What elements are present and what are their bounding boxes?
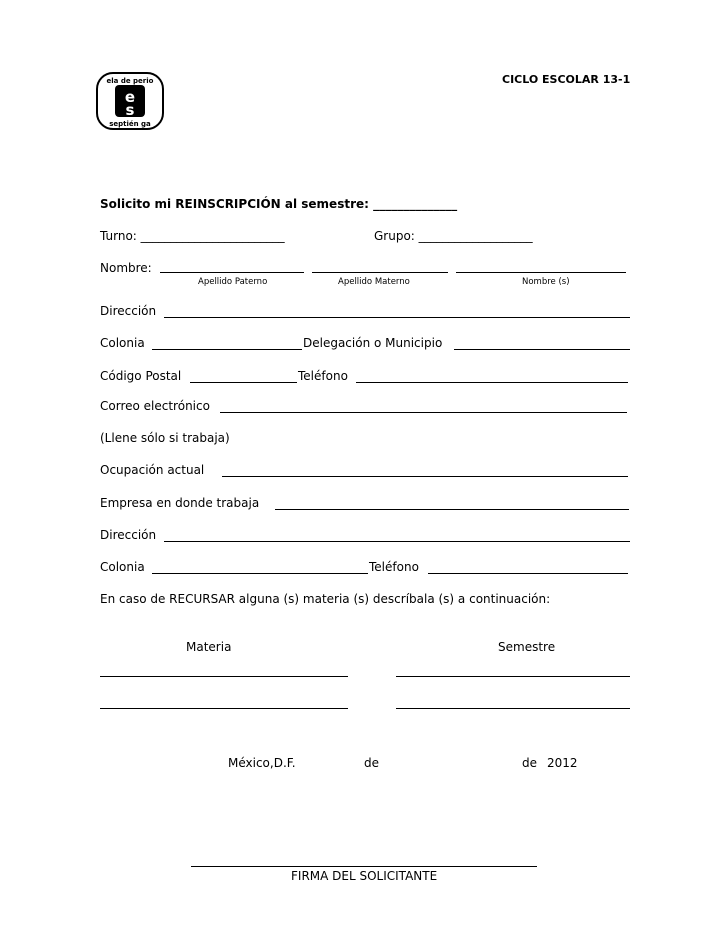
materia-header: Materia: [186, 640, 232, 654]
lugar-label: México,D.F.: [228, 756, 296, 770]
direccion-empresa-label: Dirección: [100, 528, 157, 542]
svg-text:e: e: [124, 88, 136, 106]
direccion-label: Dirección: [100, 304, 157, 318]
nombre-label: Nombre:: [100, 261, 152, 275]
llene-nota: (Llene sólo si trabaja): [100, 431, 230, 445]
apellido-materno-label: Apellido Materno: [338, 277, 410, 287]
colonia-label: Colonia: [100, 336, 145, 350]
colonia-empresa-label: Colonia: [100, 560, 145, 574]
school-logo: [96, 72, 164, 130]
delegacion-label: Delegación o Municipio: [303, 336, 443, 350]
direccion-empresa-line[interactable]: [164, 541, 630, 542]
telefono-line[interactable]: [356, 382, 628, 383]
solicito-reinscripcion: Solicito mi REINSCRIPCIÓN al semestre: ______________: [100, 197, 458, 211]
svg-text:septién ga: septién ga: [109, 120, 151, 128]
firma-line[interactable]: [191, 866, 537, 867]
correo-line[interactable]: [220, 412, 627, 413]
delegacion-line[interactable]: [454, 349, 630, 350]
semestre-line-1[interactable]: [396, 676, 630, 677]
anio-label: 2012: [547, 756, 578, 770]
colonia-line[interactable]: [152, 349, 302, 350]
nombres-line[interactable]: [456, 272, 626, 273]
ocupacion-label: Ocupación actual: [100, 463, 205, 477]
semestre-line-2[interactable]: [396, 708, 630, 709]
apellido-paterno-label: Apellido Paterno: [198, 277, 268, 287]
telefono-label: Teléfono: [298, 369, 348, 383]
de-label-1: de: [364, 756, 379, 770]
de-label-2: de: [522, 756, 537, 770]
ocupacion-line[interactable]: [222, 476, 628, 477]
svg-text:ela de perio: ela de perio: [106, 77, 154, 85]
colonia-empresa-line[interactable]: [152, 573, 368, 574]
codigo-postal-line[interactable]: [190, 382, 297, 383]
materia-line-2[interactable]: [100, 708, 348, 709]
nombres-label: Nombre (s): [522, 277, 570, 287]
empresa-label: Empresa en donde trabaja: [100, 496, 260, 510]
semestre-header: Semestre: [498, 640, 556, 654]
empresa-line[interactable]: [275, 509, 629, 510]
correo-label: Correo electrónico: [100, 399, 210, 413]
telefono-empresa-label: Teléfono: [369, 560, 419, 574]
ciclo-escolar: CICLO ESCOLAR 13-1: [502, 73, 631, 86]
turno-field[interactable]: Turno: ________________________: [100, 229, 285, 243]
direccion-line[interactable]: [164, 317, 630, 318]
apellido-paterno-line[interactable]: [160, 272, 304, 273]
telefono-empresa-line[interactable]: [428, 573, 628, 574]
materia-line-1[interactable]: [100, 676, 348, 677]
apellido-materno-line[interactable]: [312, 272, 448, 273]
grupo-field[interactable]: Grupo: ___________________: [374, 229, 533, 243]
svg-text:s: s: [125, 101, 135, 119]
codigo-postal-label: Código Postal: [100, 369, 182, 383]
firma-label: FIRMA DEL SOLICITANTE: [291, 869, 438, 883]
recursar-instruccion: En caso de RECURSAR alguna (s) materia (s) descríbala (s) a continuación:: [100, 592, 551, 606]
